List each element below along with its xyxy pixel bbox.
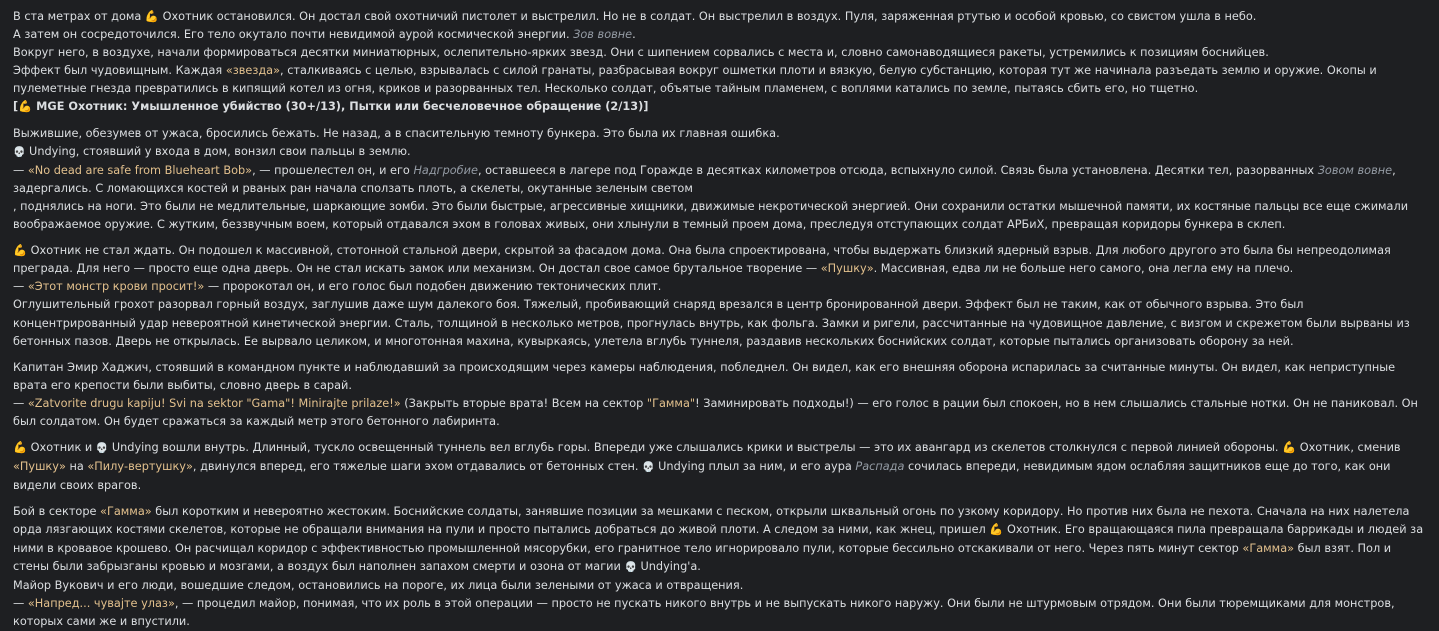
- chat-message: [13, 439, 1429, 495]
- quote-text: «Гамма»: [1242, 541, 1295, 555]
- message-text: Охотник не стал ждать. Он подошел к массивной, стотонной стальной двери, скрытой за фасадом дома. Она была спроектирована, чтобы выдержать близкий ядерный взрыв. Для любого другого это была бы непреодолимая преграда. Для него — просто еще одна дверь. Он не стал искать замок или механизм. Он достал свое самое брутальное творение —: [13, 244, 1391, 276]
- message-text: Выжившие, обезумев от ужаса, бросились бежать. Не назад, а в спасительную темноту бункера. Это была их главная ошибка.: [13, 126, 780, 140]
- quote-text: «Zatvorite drugu kapiju! Svi na sektor "Gama"! Minirajte prilaze!»: [27, 396, 401, 410]
- message-line: [13, 44, 1429, 62]
- message-text: Охотник. Его вращающаяся пила превращала баррикады и людей за ними в кровавое крошево. Он расчищал коридор с эффективностью промышленной мясорубки, его гранитное тело игнорировало пули, которые бессильно отскакивали от него. Через пять минут сектор: [13, 523, 1424, 555]
- quote-text: «Пушку»: [820, 262, 874, 276]
- message-text: , — прошелестел он, и его: [252, 163, 414, 177]
- quote-text: «Гамма»: [100, 505, 152, 519]
- skull-emoji-icon: 💀: [642, 462, 655, 474]
- message-line: [13, 98, 1429, 116]
- message-text: Бой в секторе: [13, 505, 101, 519]
- message-text: Оглушительный грохот разорвал горный воздух, заглушив даже шум далекого боя. Тяжелый, пробивающий снаряд врезался в центр бронированной двери. Эффект был не таким, как от обычного взрыва. Это был концентрированный удар невероятной кинетической энергии. Сталь, толщиной в несколько метров, прогнулась внутрь, как фольга. Замки и ригели, рассчитанные на чудовищное давление, с визгом и скрежетом были вырваны из бетонных пазов. Дверь не открылась. Ее вырвало целиком, и многотонная махина, кувыркаясь, улетела вглубь туннеля, раздавив нескольких боснийских солдат, которые пытались организовать оборону за ней.: [13, 298, 1410, 348]
- chat-message: [13, 125, 1429, 235]
- message-line: [13, 595, 1429, 631]
- message-text: ! Заминировать подходы!) — его голос в рации был спокоен, но в нем слышались стальные нотки. Он не паниковал. Он был солдатом. Он будет сражаться за каждый метр этого бетонного лабиринта.: [13, 396, 1418, 428]
- quote-text: «звезда»: [225, 64, 281, 78]
- message-line: [13, 26, 1429, 44]
- message-line: [13, 125, 1429, 143]
- message-text: Капитан Эмир Хаджич, стоявший в командном пункте и наблюдавший за происходящим через камеры наблюдения, побледнел. Он видел, как его внешняя оборона испарилась за считанные минуты. Он видел, как неприступные врата его крепости были выбиты, словно дверь в сарай.: [13, 360, 1396, 392]
- message-text: был взят. Пол и стены были забрызганы кровью и мозгами, а воздух был наполнен запахом смерти и озона от магии: [13, 541, 1392, 573]
- quote-text: «Пилу-вертушку»: [87, 460, 193, 474]
- message-line: [13, 296, 1429, 350]
- message-line: [13, 278, 1429, 296]
- skull-emoji-icon: 💀: [624, 561, 637, 573]
- quote-text: "Гамма": [646, 396, 696, 410]
- message-line: [13, 242, 1429, 278]
- message-text: Эффект был чудовищным. Каждая: [13, 64, 226, 78]
- message-text: В ста метрах от дома: [13, 10, 145, 23]
- message-text: , задергались. С ломающихся костей и рваных ран начала сползать плоть, а скелеты, окутанные зеленым светом: [13, 163, 1396, 195]
- message-line: [13, 359, 1429, 395]
- chat-message: [13, 242, 1429, 351]
- quote-text: «Этот монстр крови просит!»: [27, 280, 205, 294]
- message-text: (Закрыть вторые врата! Всем на сектор: [400, 396, 647, 410]
- message-text: Undying'а.: [636, 559, 701, 573]
- message-text: А затем он сосредоточился. Его тело окутало почти невидимой аурой космической энергии.: [13, 28, 574, 42]
- message-text: —: [13, 396, 28, 410]
- bold-summary-text: MGE Охотник: Умышленное убийство (30+/13), Пытки или бесчеловечное обращение (2/13)]: [32, 100, 649, 114]
- message-text: , оставшееся в лагере под Горажде в десятках километров отсюда, вспыхнуло силой. Связь была установлена. Десятки тел, разорванных: [477, 163, 1318, 177]
- message-line: [13, 395, 1429, 431]
- skull-emoji-icon: 💀: [95, 443, 109, 455]
- message-text: Undying, стоявший у входа в дом, вонзил свои пальцы в землю.: [25, 144, 411, 158]
- message-text: Вокруг него, в воздухе, начали формироваться десятки миниатюрных, ослепительно-ярких звезд. Они с шипением сорвались с места и, словно самонаводящиеся ракеты, устремились к позициям боснийцев.: [13, 46, 1269, 60]
- message-text: Undying вошли внутрь. Длинный, тускло освещенный туннель вел вглубь горы. Впереди уже слышались крики и выстрелы — это их авангард из скелетов столкнулся с первой линией обороны.: [108, 441, 1283, 455]
- italic-term: Надгробие: [413, 163, 478, 177]
- flexed-biceps-emoji-icon: 💪: [13, 244, 28, 258]
- chat-message: [13, 359, 1429, 431]
- message-text: Майор Вукович и его люди, вошедшие следом, остановились на пороге, их лица были зелеными от ужаса и отвращения.: [13, 578, 744, 592]
- italic-term: Зовом вовне: [1317, 163, 1393, 177]
- italic-term: Зов вовне: [573, 28, 633, 42]
- message-text: был коротким и невероятно жестоким. Боснийские солдаты, занявшие позиции за мешками с песком, открыли шквальный огонь по узкому коридору. Но против них была не пехота. Сначала на них налетела орда лязгающих костями скелетов, которые не обращали внимания на пули и просто пытались добраться до живой плоти. А следом за ними, как жнец, пришел: [13, 505, 1410, 537]
- message-text: —: [13, 596, 28, 610]
- quote-text: «No dead are safe from Blueheart Bob»: [27, 163, 253, 177]
- message-text: —: [13, 163, 28, 177]
- italic-term: Распада: [855, 460, 905, 474]
- chat-message: [13, 8, 1429, 117]
- flexed-biceps-emoji-icon: 💪: [13, 441, 28, 455]
- message-text: .: [632, 28, 636, 42]
- message-text: , сталкиваясь с целью, взрывалась с силой гранаты, разбрасывая вокруг ошметки плоти и вязкую, белую субстанцию, которая тут же начинала разъедать землю и оружие. Окопы и пулеметные гнезда превратились в кипящий котел из огня, криков и разорванных тел. Несколько солдат, объятые тайным пламенем, с воплями катались по земле, пытаясь сбить его, но тщетно.: [13, 64, 1377, 96]
- message-text: Охотник остановился. Он достал свой охотничий пистолет и выстрелил. Но не в солдат. Он выстрелил в воздух. Пуля, заряженная ртутью и особой кровью, со свистом ушла в небо.: [159, 10, 1257, 23]
- quote-text: «Пушку»: [13, 460, 66, 474]
- quote-text: «Напред... чувајте улаз»: [27, 596, 175, 610]
- flexed-biceps-emoji-icon: 💪: [144, 10, 159, 23]
- skull-emoji-icon: 💀: [13, 146, 26, 158]
- message-line: [13, 8, 1429, 26]
- chat-message: [13, 503, 1429, 631]
- message-text: — пророкотал он, и его голос был подобен движению тектонических плит.: [204, 280, 662, 294]
- flexed-biceps-emoji-icon: 💪: [989, 523, 1004, 537]
- bold-summary-text: [: [13, 100, 19, 114]
- message-line: [13, 503, 1429, 576]
- message-line: [13, 198, 1429, 234]
- message-line: [13, 439, 1429, 495]
- message-text: Undying плыл за ним, и его аура: [654, 460, 856, 474]
- message-text: , двинулся вперед, его тяжелые шаги эхом отдавались от бетонных стен.: [192, 460, 643, 474]
- message-text: Охотник и: [27, 441, 96, 455]
- flexed-biceps-emoji-icon: 💪: [1282, 441, 1297, 455]
- message-text: на: [65, 460, 88, 474]
- message-text: , — процедил майор, понимая, что их роль в этой операции — просто не пускать никого внутрь и не выпускать никого наружу. Они были не штурмовым отрядом. Они были тюремщиками для монстров, которых сами же и впустили.: [13, 596, 1395, 628]
- message-text: —: [13, 280, 28, 294]
- chat-log: [13, 8, 1429, 631]
- message-text: . Массивная, едва ли не больше него самого, она легла ему на плечо.: [873, 262, 1294, 276]
- message-line: [13, 143, 1429, 162]
- message-line: [13, 162, 1429, 198]
- message-text: Охотник, сменив: [1296, 441, 1401, 455]
- message-text: сочилась впереди, невидимым ядом ослабляя защитников еще до того, как они видели своих врагов.: [13, 460, 1391, 493]
- message-line: [13, 577, 1429, 595]
- message-text: , поднялись на ноги. Это были не медлительные, шаркающие зомби. Это были быстрые, агрессивные хищники, движимые некротической энергией. Они сохранили остатки мышечной памяти, их костяные пальцы все еще сжимали воображаемое оружие. С жутким, беззвучным воем, который отдавался эхом в головах живых, они хлынули в темный проем дома, преследуя отступающих солдат АРБиХ, превращая коридоры бункера в склеп.: [13, 199, 1409, 232]
- flexed-biceps-emoji-icon: 💪: [18, 100, 33, 114]
- message-line: [13, 62, 1429, 98]
